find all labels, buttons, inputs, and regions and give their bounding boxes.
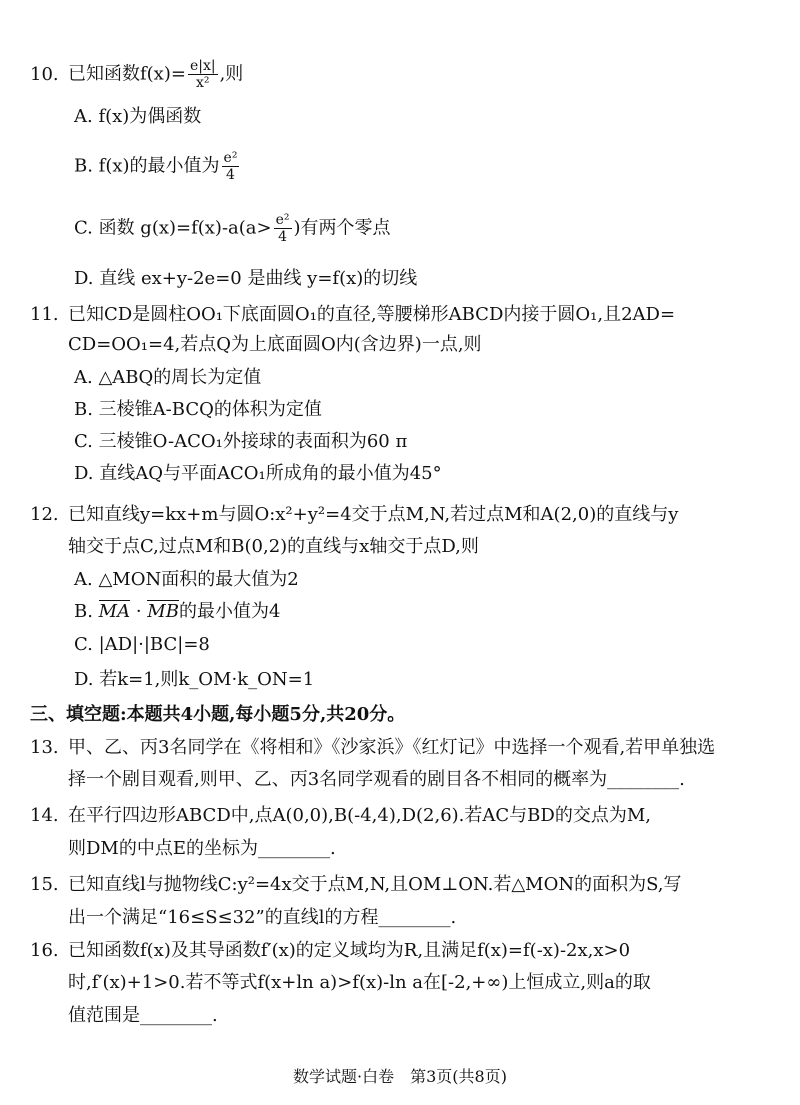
q12-option-a: A. △MON面积的最大值为2 xyxy=(74,569,299,590)
q16-stem-line3: 值范围是________. xyxy=(68,1005,218,1026)
q10-option-a: A. f(x)为偶函数 xyxy=(74,106,202,127)
q11-option-c: C. 三棱锥O-ACO₁外接球的表面积为60 π xyxy=(74,431,408,452)
q12-option-d: D. 若k=1,则k_OM·k_ON=1 xyxy=(74,669,315,690)
q10-fraction: $\frac{e|x|}{\text{x²}}$ xyxy=(189,58,216,91)
q10-stem: 10. 已知函数f(x)= $\frac{e|x|}{\text{x²}}$ ,则 xyxy=(30,58,244,91)
q15-stem-line1: 15. 已知直线l与抛物线C:y²=4x交于点M,N,且OM⊥ON.若△MON的面积为S,写 xyxy=(30,874,682,895)
q14-stem-line2: 则DM的中点E的坐标为________. xyxy=(68,838,336,859)
q11-option-a: A. △ABQ的周长为定值 xyxy=(74,367,262,388)
q14-stem-line1: 14. 在平行四边形ABCD中,点A(0,0),B(-4,4),D(2,6).若AC与BD的交点为M, xyxy=(30,805,651,826)
q16-stem-line1: 16. 已知函数f(x)及其导函数f′(x)的定义域均为R,且满足f(x)=f(-x)-2x,x>0 xyxy=(30,940,631,961)
q13-stem-line1: 13. 甲、乙、丙3名同学在《将相和》《沙家浜》《红灯记》中选择一个观看,若甲单独选 xyxy=(30,737,716,758)
q10-option-b: B. f(x)的最小值为 $\frac{\text{e²}}{4}$ xyxy=(74,150,238,183)
q11-option-b: B. 三棱锥A-BCQ的体积为定值 xyxy=(74,399,322,420)
q11-option-d: D. 直线AQ与平面ACO₁所成角的最小值为45° xyxy=(74,463,442,484)
q10-option-c: C. 函数 g(x)=f(x)-a(a> $\frac{\text{e²}}{4}$ )有两个零点 xyxy=(74,212,391,245)
q12-stem-line2: 轴交于点C,过点M和B(0,2)的直线与x轴交于点D,则 xyxy=(68,536,479,557)
q16-stem-line2: 时,f′(x)+1>0.若不等式f(x+ln a)>f(x)-ln a在[-2,+∞)上恒成立,则a的取 xyxy=(68,972,651,993)
q11-stem-line1: 11. 已知CD是圆柱OO₁下底面圆O₁的直径,等腰梯形ABCD内接于圆O₁,且2AD= xyxy=(30,304,676,325)
page-footer: 数学试题·白卷 第3页(共8页) xyxy=(293,1067,507,1086)
q15-stem-line2: 出一个满足“16≤S≤32”的直线l的方程________. xyxy=(68,907,457,928)
q10-option-d: D. 直线 ex+y-2e=0 是曲线 y=f(x)的切线 xyxy=(74,268,418,289)
q11-stem-line2: CD=OO₁=4,若点Q为上底面圆O内(含边界)一点,则 xyxy=(68,334,482,355)
q12-option-b: B. MA · MB的最小值为4 xyxy=(74,601,281,622)
q12-option-c: C. |AD|·|BC|=8 xyxy=(74,634,210,655)
q10-b-fraction: $\frac{\text{e²}}{4}$ xyxy=(223,150,238,183)
q12-stem-line1: 12. 已知直线y=kx+m与圆O:x²+y²=4交于点M,N,若过点M和A(2,0)的直线与y xyxy=(30,504,679,525)
q13-stem-line2: 择一个剧目观看,则甲、乙、丙3名同学观看的剧目各不相同的概率为________. xyxy=(68,769,685,790)
section-three-heading: 三、填空题:本题共4小题,每小题5分,共20分。 xyxy=(30,704,406,725)
q10-c-fraction: $\frac{\text{e²}}{4}$ xyxy=(275,212,290,245)
